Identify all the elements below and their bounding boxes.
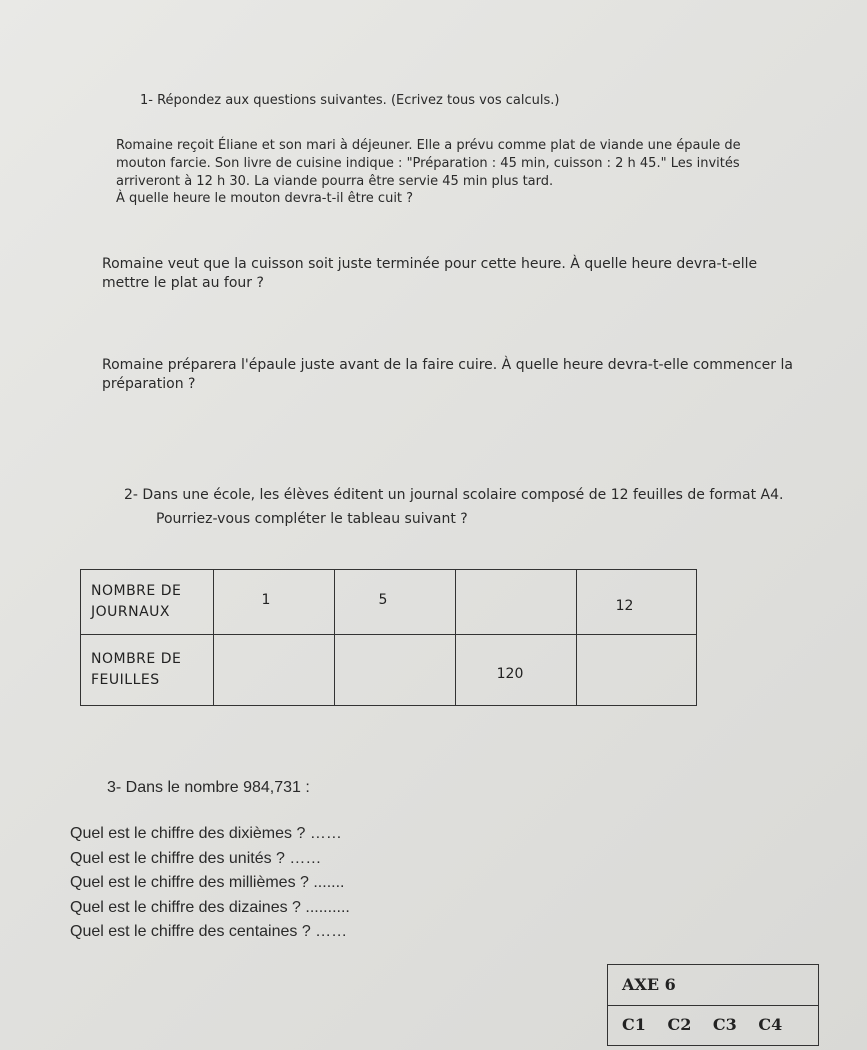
table-cell[interactable] [577, 570, 697, 635]
table-row-journaux [81, 570, 697, 635]
proportion-table [80, 569, 697, 706]
digit-question: Quel est le chiffre des millièmes ? ....... [70, 874, 345, 891]
exercise-3-questions [70, 822, 350, 945]
paragraph-line: Romaine reçoit Éliane et son mari à déjeuner. Elle a prévu comme plat de viande une épaule de [116, 138, 741, 153]
table-cell[interactable] [214, 635, 335, 706]
exercise-1-heading: 1- Répondez aux questions suivantes. (Ecrivez tous vos calculs.) [140, 93, 560, 108]
digit-question: Quel est le chiffre des unités ? …… [70, 849, 322, 867]
paragraph-line: mouton farcie. Son livre de cuisine indique : "Préparation : 45 min, cuisson : 2 h 45." Les invités [116, 156, 740, 171]
cell-value: 12 [615, 598, 634, 614]
competency-codes [622, 1015, 792, 1034]
table-cell[interactable] [456, 570, 577, 635]
cell-value: 5 [378, 592, 388, 608]
row-header-line: JOURNAUX [91, 604, 171, 620]
row-header-feuilles [81, 635, 214, 706]
competency-code: C1 [622, 1015, 646, 1034]
cell-value: 1 [261, 592, 271, 608]
axis-title: AXE 6 [622, 975, 676, 994]
row-header-line: FEUILLES [91, 672, 160, 688]
exercise-3-title: 3- Dans le nombre 984,731 : [107, 779, 310, 796]
cell-value: 120 [496, 666, 524, 682]
row-header-line: NOMBRE DE [91, 583, 182, 599]
competency-code: C2 [667, 1015, 692, 1034]
competency-code: C3 [712, 1015, 737, 1034]
exercise-2-statement: 2- Dans une école, les élèves éditent un journal scolaire composé de 12 feuilles de format A4. [124, 487, 784, 503]
axis-divider [608, 1005, 818, 1006]
row-header-line: NOMBRE DE [91, 651, 182, 667]
exercise-2-question: Pourriez-vous compléter le tableau suivant ? [156, 511, 468, 527]
question-line: mettre le plat au four ? [102, 275, 264, 291]
digit-question: Quel est le chiffre des dixièmes ? …… [70, 825, 342, 842]
table-cell[interactable] [214, 570, 335, 635]
row-header-journaux [81, 570, 214, 635]
paragraph-line: arriveront à 12 h 30. La viande pourra être servie 45 min plus tard. [116, 174, 554, 189]
digit-question: Quel est le chiffre des centaines ? …… [70, 923, 348, 940]
exercise-1-paragraph [116, 137, 836, 191]
table-cell[interactable] [335, 570, 456, 635]
table-cell[interactable] [456, 635, 577, 706]
axis-competency-box [607, 964, 819, 1046]
question-oven-time [102, 255, 822, 293]
table-cell[interactable] [335, 635, 456, 706]
question-line: Romaine veut que la cuisson soit juste terminée pour cette heure. À quelle heure devra-t-elle [102, 256, 758, 272]
question-line: préparation ? [102, 376, 196, 392]
digit-question: Quel est le chiffre des dizaines ? .......... [70, 898, 350, 916]
competency-code: C4 [758, 1015, 783, 1034]
question-cooking-end-time: À quelle heure le mouton devra-t-il être cuit ? [116, 191, 414, 206]
question-preparation-time [102, 356, 832, 394]
table-cell[interactable] [577, 635, 697, 706]
question-line: Romaine préparera l'épaule juste avant de la faire cuire. À quelle heure devra-t-elle commencer la [102, 357, 793, 373]
table-row-feuilles [81, 635, 697, 706]
